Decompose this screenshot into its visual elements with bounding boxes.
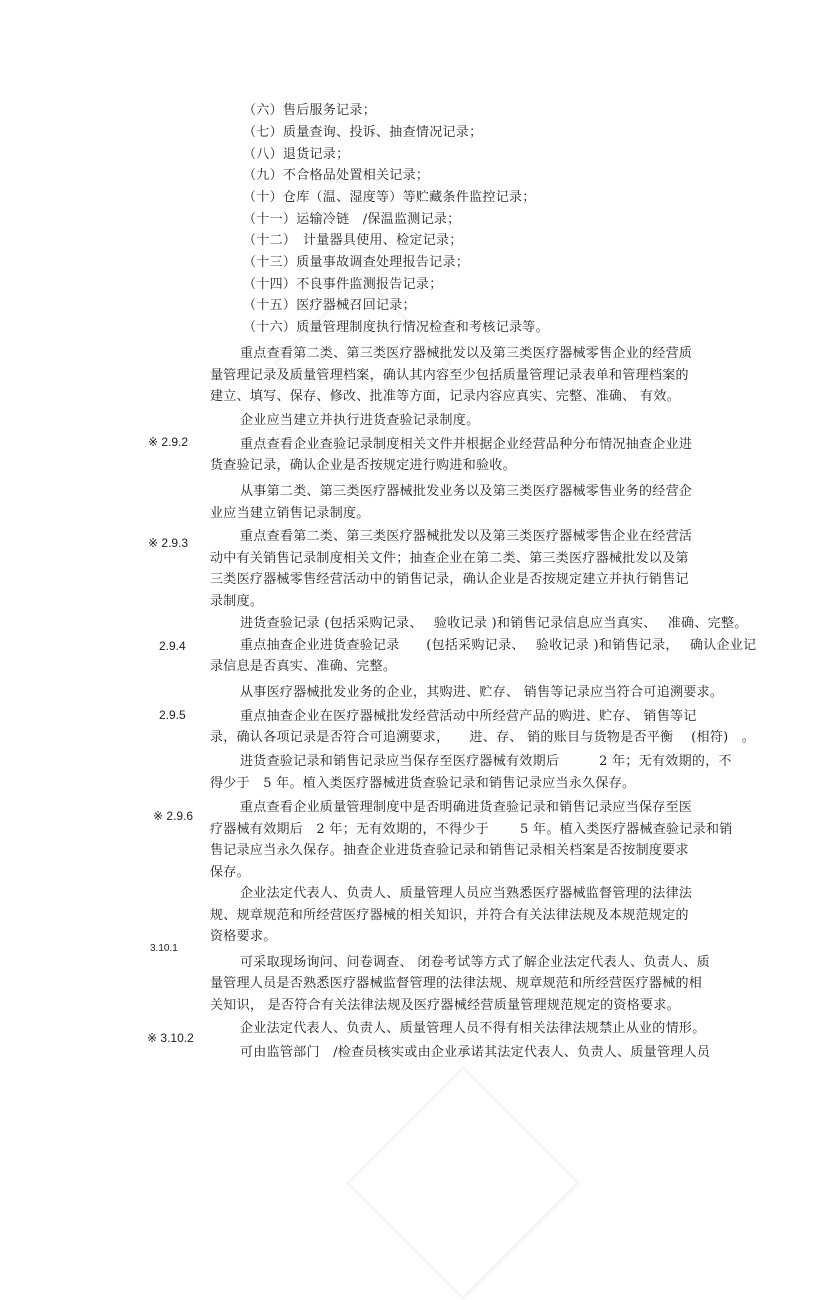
- requirement-text: 企业应当建立并执行进货查验记录制度。: [240, 413, 480, 428]
- requirement-text: 业应当建立销售记录制度。: [210, 506, 370, 521]
- list-item: （十三）质量事故调查处理报告记录；: [243, 255, 470, 270]
- check-text: 录，确认各项记录是否符合可追溯要求， 进、存、 销的账目与货物是否平衡 (相符) 。: [210, 730, 756, 745]
- clause-code: ※ 3.10.2: [147, 1031, 194, 1045]
- check-text: 录制度。: [210, 594, 264, 609]
- list-item: （八）退货记录；: [243, 147, 350, 162]
- paragraph-line: 建立、填写、保存、修改、批准等方面，记录内容应真实、完整、准确、 有效。: [210, 389, 680, 404]
- check-text: 可由监管部门 /检查员核实或由企业承诺其法定代表人、负责人、质量管理人员: [240, 1045, 711, 1060]
- check-text: 量管理人员是否熟悉医疗器械监督管理的法律法规、规章规范和所经营医疗器械的相: [210, 976, 703, 991]
- check-text: 货查验记录，确认企业是否按规定进行购进和验收。: [210, 458, 516, 473]
- clause-code: 2.9.4: [159, 639, 186, 653]
- check-text: 售记录应当永久保存。抽查企业进货查验记录和销售记录相关档案是否按制度要求: [210, 843, 689, 858]
- requirement-text: 进货查验记录 (包括采购记录、 验收记录 )和销售记录信息应当真实、 准确、完整。: [240, 616, 748, 631]
- check-text: 重点查看第二类、第三类医疗器械批发以及第三类医疗器械零售企业在经营活: [240, 529, 693, 544]
- requirement-text: 进货查验记录和销售记录应当保存至医疗器械有效期后 2 年；无有效期的，不: [240, 754, 732, 769]
- paragraph-line: 重点查看第二类、第三类医疗器械批发以及第三类医疗器械零售企业的经营质: [240, 346, 693, 361]
- requirement-text: 规、规章规范和所经营医疗器械的相关知识，并符合有关法律法规及本规范规定的: [210, 908, 689, 923]
- check-text: 重点抽查企业进货查验记录 (包括采购记录、 验收记录 )和销售记录， 确认企业记: [240, 638, 757, 653]
- requirement-text: 企业法定代表人、负责人、质量管理人员应当熟悉医疗器械监督管理的法律法: [240, 886, 693, 901]
- paragraph-line: 量管理记录及质量管理档案，确认其内容至少包括质量管理记录表单和管理档案的: [210, 368, 689, 383]
- requirement-text: 得少于 5 年。植入类医疗器械进货查验记录和销售记录应当永久保存。: [210, 776, 636, 791]
- check-text: 关知识， 是否符合有关法律法规及医疗器械经营质量管理规范规定的资格要求。: [210, 998, 680, 1013]
- check-text: 重点抽查企业在医疗器械批发经营活动中所经营产品的购进、贮存、 销售等记: [240, 709, 697, 724]
- requirement-text: 资格要求。: [210, 929, 277, 944]
- list-item: （十六）质量管理制度执行情况检查和考核记录等。: [243, 320, 549, 335]
- list-item: （十一）运输冷链 /保温监测记录；: [243, 212, 461, 227]
- clause-code: ※ 2.9.3: [148, 536, 189, 550]
- check-text: 动中有关销售记录制度相关文件；抽查企业在第二类、第三类医疗器械批发以及第: [210, 551, 689, 566]
- list-item: （十五）医疗器械召回记录；: [243, 298, 416, 313]
- requirement-text: 从事医疗器械批发业务的企业，其购进、贮存、 销售等记录应当符合可追溯要求。: [240, 685, 724, 700]
- list-item: （六）售后服务记录；: [243, 103, 377, 118]
- list-item: （九）不合格品处置相关记录；: [243, 168, 430, 183]
- list-item: （七）质量查询、投诉、抽查情况记录；: [243, 125, 483, 140]
- check-text: 重点查看企业质量管理制度中是否明确进货查验记录和销售记录应当保存至医: [240, 800, 693, 815]
- list-item: （十四）不良事件监测报告记录；: [243, 277, 443, 292]
- clause-code: ※ 2.9.6: [153, 809, 194, 823]
- check-text: 保存。: [210, 865, 250, 880]
- clause-code: 2.9.5: [159, 708, 186, 722]
- list-item: （十）仓库（温、湿度等）等贮藏条件监控记录；: [243, 190, 536, 205]
- check-text: 录信息是否真实、准确、完整。: [210, 659, 397, 674]
- check-text: 三类医疗器械零售经营活动中的销售记录，确认企业是否按规定建立并执行销售记: [210, 572, 689, 587]
- check-text: 可采取现场询问、问卷调查、 闭卷考试等方式了解企业法定代表人、负责人、质: [240, 955, 710, 970]
- requirement-text: 企业法定代表人、负责人、质量管理人员不得有相关法律法规禁止从业的情形。: [240, 1021, 706, 1036]
- requirement-text: 从事第二类、第三类医疗器械批发业务以及第三类医疗器械零售业务的经营企: [240, 484, 693, 499]
- clause-code: ※ 2.9.2: [148, 435, 189, 449]
- check-text: 疗器械有效期后 2 年；无有效期的，不得少于 5 年。植入类医疗器械查验记录和销: [210, 822, 733, 837]
- watermark: [346, 1066, 581, 1300]
- check-text: 重点查看企业查验记录制度相关文件并根据企业经营品种分布情况抽查企业进: [240, 437, 693, 452]
- list-item: （十二） 计量器具使用、检定记录；: [243, 233, 463, 248]
- clause-code: 3.10.1: [150, 943, 178, 954]
